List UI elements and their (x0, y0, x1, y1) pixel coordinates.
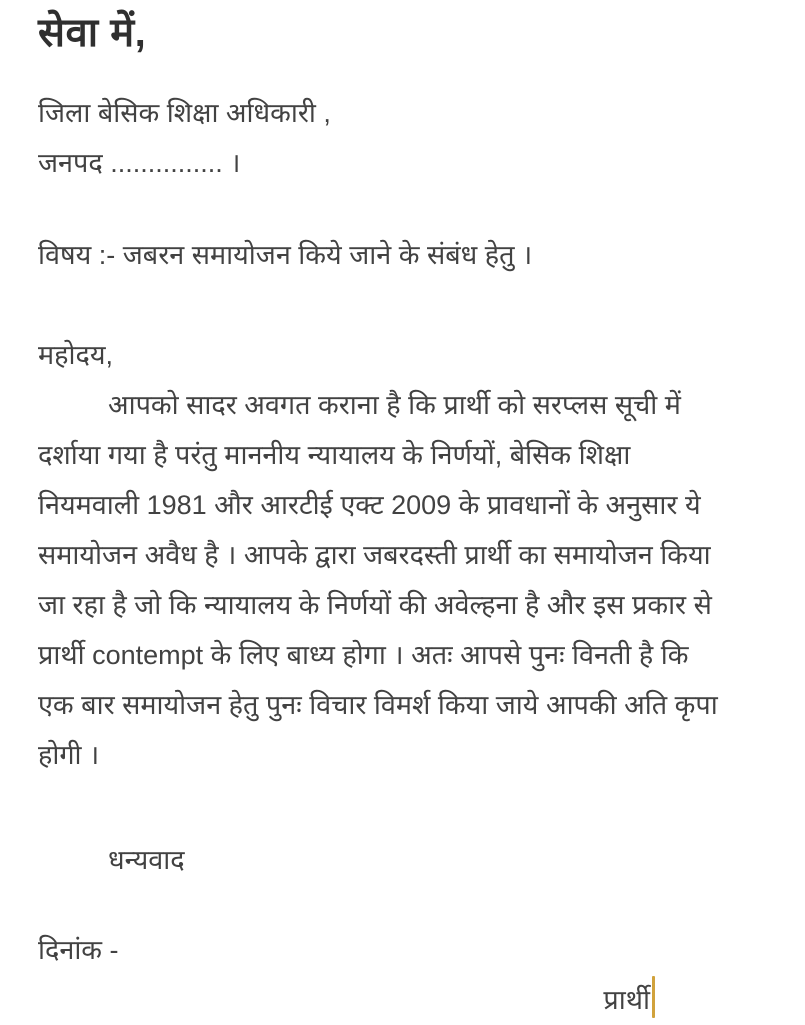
subject-line[interactable]: विषय :- जबरन समायोजन किये जाने के संबंध हेतु । (38, 240, 533, 270)
salutation-line[interactable]: महोदय, (38, 340, 113, 370)
recipient-line-officer[interactable]: जिला बेसिक शिक्षा अधिकारी , (38, 98, 331, 128)
body-line[interactable]: होगी । (38, 740, 100, 770)
body-line[interactable]: दर्शाया गया है परंतु माननीय न्यायालय के निर्णयों, बेसिक शिक्षा (38, 440, 631, 470)
signature-line[interactable] (38, 975, 767, 1025)
body-line[interactable]: समायोजन अवैध है । आपके द्वारा जबरदस्ती प्रार्थी का समायोजन किया (38, 540, 711, 570)
letter-salutation-heading[interactable]: सेवा में, (38, 11, 147, 55)
body-line[interactable]: नियमवाली 1981 और आरटीई एक्ट 2009 के प्रावधानों के अनुसार ये (38, 490, 701, 520)
recipient-line-district[interactable]: जनपद ............... । (38, 148, 241, 178)
letter-body-paragraph[interactable] (38, 380, 767, 780)
body-line[interactable]: प्रार्थी contempt के लिए बाध्य होगा । अतः आपसे पुनः विनती है कि (38, 640, 689, 670)
text-caret (652, 976, 655, 1018)
signature-label[interactable]: प्रार्थी (603, 985, 650, 1015)
body-line[interactable]: आपको सादर अवगत कराना है कि प्रार्थी को सरप्लस सूची में (108, 390, 681, 420)
body-line[interactable]: जा रहा है जो कि न्यायालय के निर्णयों की अवेल्हना है और इस प्रकार से (38, 590, 712, 620)
date-line[interactable]: दिनांक - (38, 935, 119, 965)
body-line[interactable]: एक बार समायोजन हेतु पुनः विचार विमर्श किया जाये आपकी अति कृपा (38, 690, 718, 720)
thanks-line[interactable]: धन्यवाद (108, 845, 185, 875)
